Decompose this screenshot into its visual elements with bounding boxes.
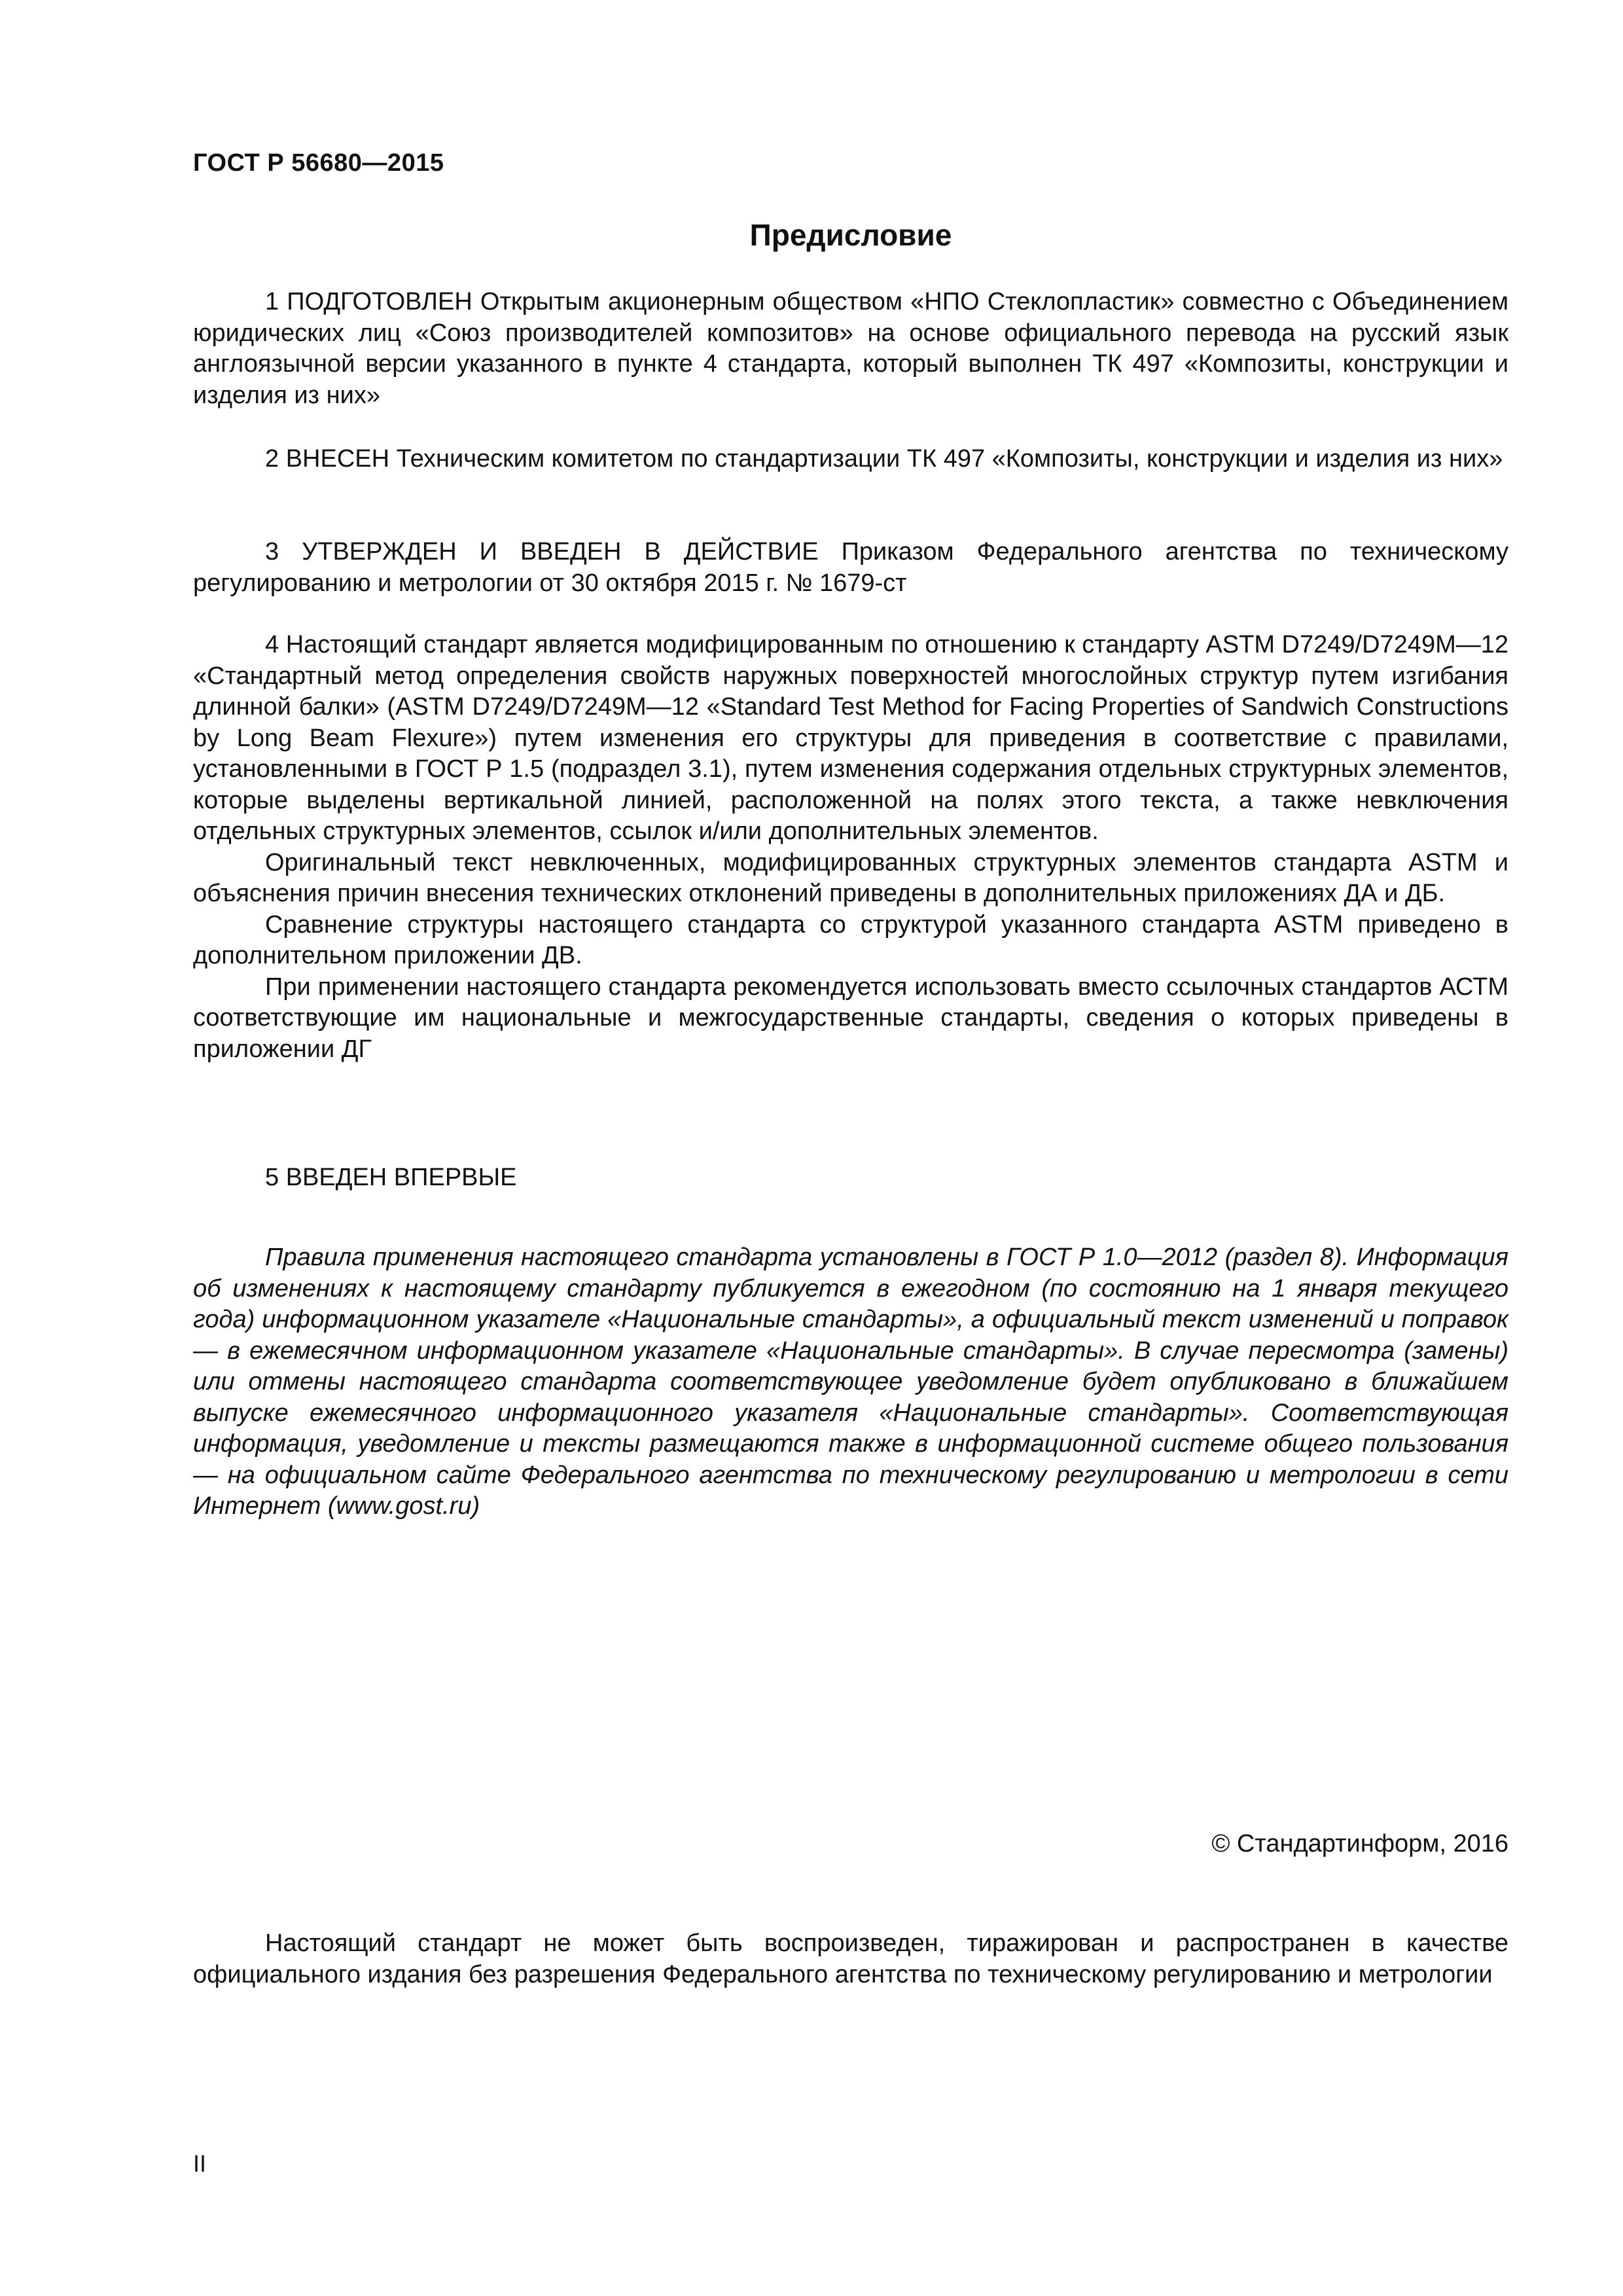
item-2-block: [193, 444, 1508, 475]
item-4-block: [193, 630, 1508, 1065]
reproduction-note-text: Настоящий стандарт не может быть воспроизведен, тиражирован и распространен в качестве официального издания без разрешения Федерального агентства по техническому регулированию и метрологии: [193, 1929, 1508, 1988]
copyright-notice: © Стандартинформ, 2016: [1211, 1830, 1508, 1857]
item-4-original-text-paragraph: Оригинальный текст невключенных, модифицированных структурных элементов стандарта ASTM и объяснения причин внесения технических отклонений приведены в дополнительных приложениях ДА и ДБ.: [193, 848, 1508, 907]
page-number: II: [193, 2150, 207, 2177]
item-4-text: 4 Настоящий стандарт является модифицированным по отношению к стандарту ASTM D7249/D7249M—12 «Стандартный метод определения свойств наружных поверхностей многослойных структур путем изгибания длинной балки» (ASTM D7249/D7249M—12 «Standard Test Method for Facing Properties of Sandwich Constructions by Long Beam Flexure») путем изменения его структуры для приведения в соответствие с правилами, установленными в ГОСТ Р 1.5 (подраздел 3.1), путем изменения содержания отдельных структурных элементов, которые выделены вертикальной линией, расположенной на полях этого текста, а также невключения отдельных структурных элементов, ссылок и/или дополнительных элементов.: [193, 631, 1508, 845]
document-code: ГОСТ Р 56680—2015: [193, 149, 444, 177]
item-1-block: [193, 287, 1508, 411]
item-4-referenced-standards-paragraph: При применении настоящего стандарта рекомендуется использовать вместо ссылочных стандартов АСТМ соответствующие им национальные и межгосударственные стандарты, сведения о которых приведены в приложении ДГ: [193, 973, 1508, 1063]
rules-note-text: Правила применения настоящего стандарта установлены в ГОСТ Р 1.0—2012 (раздел 8). Информация об изменениях к настоящему стандарту публикуется в ежегодном (по состоянию на 1 января текущего года) информационном указателе «Национальные стандарты», а официальный текст изменений и поправок — в ежемесячном информационном указателе «Национальные стандарты». В случае пересмотра (замены) или отмены настоящего стандарта соответствующее уведомление будет опубликовано в ближайшем выпуске ежемесячного информационного указателя «Национальные стандарты». Соответствующая информация, уведомление и тексты размещаются также в информационной системе общего пользования — на официальном сайте Федерального агентства по техническому регулированию и метрологии в сети Интернет (www.gost.ru): [193, 1244, 1508, 1520]
item-2-text: 2 ВНЕСЕН Техническим комитетом по стандартизации ТК 497 «Композиты, конструкции и изделия из них»: [265, 445, 1503, 473]
section-title: Предисловие: [749, 218, 952, 252]
item-5-block: [193, 1162, 1508, 1194]
item-3-block: [193, 537, 1508, 599]
item-5-text: 5 ВВЕДЕН ВПЕРВЫЕ: [265, 1164, 517, 1191]
item-4-structure-comparison-paragraph: Сравнение структуры настоящего стандарта со структурой указанного стандарта ASTM приведено в дополнительном приложении ДВ.: [193, 910, 1508, 969]
item-3-text: 3 УТВЕРЖДЕН И ВВЕДЕН В ДЕЙСТВИЕ Приказом Федерального агентства по техническому регулированию и метрологии от 30 октября 2015 г. № 1679-ст: [193, 538, 1508, 597]
reproduction-note-block: [193, 1928, 1508, 1990]
rules-note-block: [193, 1242, 1508, 1522]
item-1-text: 1 ПОДГОТОВЛЕН Открытым акционерным обществом «НПО Стеклопластик» совместно с Объединением юридических лиц «Союз производителей композитов» на основе официального перевода на русский язык англоязычной версии указанного в пункте 4 стандарта, который выполнен ТК 497 «Композиты, конструкции и изделия из них»: [193, 288, 1508, 409]
